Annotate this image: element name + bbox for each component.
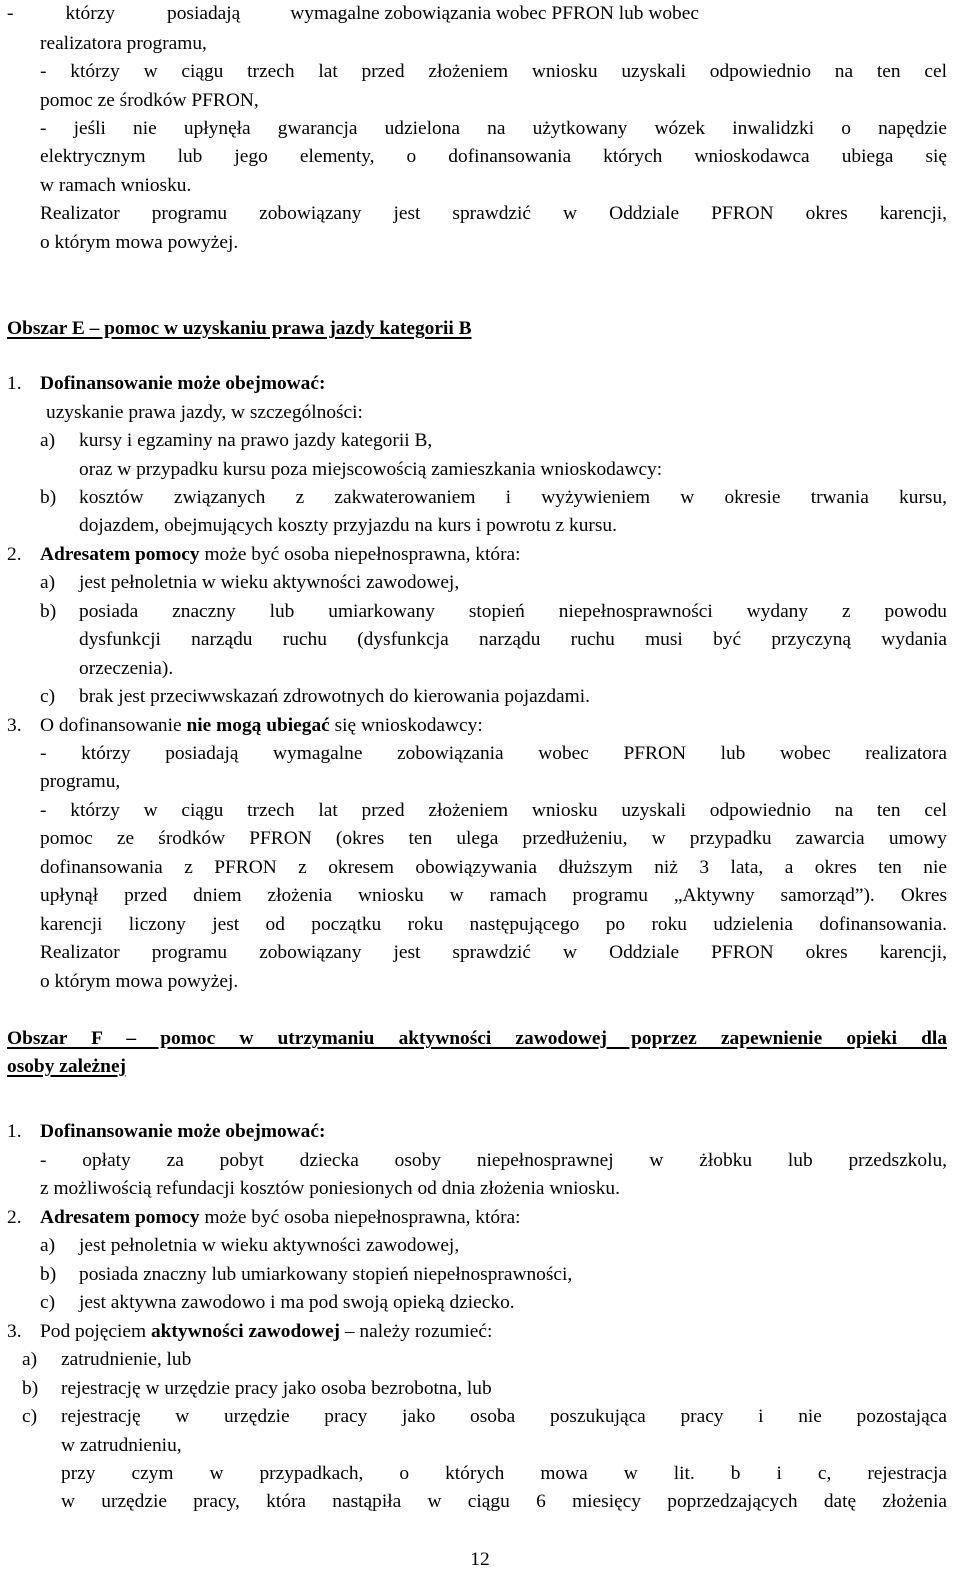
text-line: o którym mowa powyżej.	[40, 232, 239, 253]
text-line: uzyskanie prawa jazdy, w szczególności:	[46, 402, 363, 423]
text-line	[7, 0, 947, 28]
text-line: kosztów związanych z zakwaterowaniem i wyżywieniem w okresie trwania kursu,	[79, 487, 947, 508]
text-fragment: – należy rozumieć:	[340, 1321, 493, 1342]
text-line: rejestrację w urzędzie pracy jako osoba bezrobotna, lub	[61, 1378, 492, 1399]
list-label: a)	[22, 1349, 38, 1370]
list-item-number: 3.	[7, 1321, 22, 1342]
text-line: w ramach wniosku.	[40, 175, 192, 196]
text-line: jest pełnoletnia w wieku aktywności zawodowej,	[79, 1235, 460, 1256]
list-item-number: 2.	[7, 1207, 22, 1228]
text-line: posiada znaczny lub umiarkowany stopień niepełnosprawności,	[79, 1264, 573, 1285]
text-line: - którzy posiadają wymagalne zobowiązania wobec PFRON lub wobec realizatora	[40, 743, 947, 764]
text-line: o którym mowa powyżej.	[40, 971, 239, 992]
list-item-number: 2.	[7, 544, 22, 565]
text-fragment: którzy	[65, 3, 116, 24]
list-label: b)	[40, 1264, 57, 1285]
text-line: dysfunkcji narządu ruchu (dysfunkcja narządu ruchu musi być przyczyną wydania	[79, 629, 947, 650]
text-fragment: wymagalne zobowiązania wobec PFRON lub wobec	[290, 3, 699, 24]
text-line: posiada znaczny lub umiarkowany stopień niepełnosprawności wydany z powodu	[79, 601, 947, 622]
list-item-number: 1.	[7, 1121, 22, 1142]
text-line: Realizator programu zobowiązany jest sprawdzić w Oddziale PFRON okres karencji,	[40, 203, 947, 224]
text-line: zatrudnienie, lub	[61, 1349, 192, 1370]
text-line: programu,	[40, 771, 121, 792]
list-label: b)	[40, 487, 57, 508]
text-line: - którzy w ciągu trzech lat przed złożeniem wniosku uzyskali odpowiednio na ten cel	[40, 61, 947, 82]
bold-text: nie mogą ubiegać	[186, 715, 330, 736]
bold-text: aktywności zawodowej	[150, 1321, 341, 1342]
list-label: b)	[22, 1378, 39, 1399]
list-label: c)	[22, 1406, 38, 1427]
list-label: c)	[40, 1292, 56, 1313]
text-fragment: posiadają	[167, 3, 241, 24]
text-line: pomoc ze środków PFRON,	[40, 90, 259, 111]
text-line: jest pełnoletnia w wieku aktywności zawodowej,	[79, 572, 460, 593]
text-line	[40, 541, 960, 569]
text-line: elektrycznym lub jego elementy, o dofinansowania których wnioskodawca ubiega się	[40, 146, 947, 167]
text-line: brak jest przeciwwskazań zdrowotnych do kierowania pojazdami.	[79, 686, 590, 707]
text-line: karencji liczony jest od początku roku następującego po roku udzielenia dofinansowania.	[40, 914, 947, 935]
page-number: 12	[470, 1549, 490, 1570]
text-line: Realizator programu zobowiązany jest sprawdzić w Oddziale PFRON okres karencji,	[40, 942, 947, 963]
text-line	[40, 1318, 960, 1346]
text-line: dofinansowania z PFRON z okresem obowiązywania dłuższym niż 3 lata, a okres ten nie	[40, 857, 947, 878]
list-label: a)	[40, 572, 56, 593]
text-line: - opłaty za pobyt dziecka osoby niepełnosprawnej w żłobku lub przedszkolu,	[40, 1150, 947, 1171]
text-line	[40, 712, 960, 740]
text-line: rejestrację w urzędzie pracy jako osoba poszukująca pracy i nie pozostająca	[61, 1406, 947, 1427]
text-line: pomoc ze środków PFRON (okres ten ulega przedłużeniu, w przypadku zawarcia umowy	[40, 828, 947, 849]
section-heading-e: Obszar E – pomoc w uzyskaniu prawa jazdy kategorii B	[7, 318, 472, 339]
list-item-number: 3.	[7, 715, 22, 736]
text-fragment: O dofinansowanie	[40, 715, 187, 736]
bold-text: Adresatem pomocy	[40, 1207, 200, 1228]
text-line: jest aktywna zawodowo i ma pod swoją opieką dziecko.	[79, 1292, 515, 1313]
dash: -	[7, 3, 14, 24]
section-heading-f: Obszar F – pomoc w utrzymaniu aktywności zawodowej poprzez zapewnienie opieki dla	[7, 1028, 947, 1049]
text-fragment: Pod pojęciem	[40, 1321, 151, 1342]
text-fragment: może być osoba niepełnosprawna, która:	[199, 544, 521, 565]
list-label: a)	[40, 1235, 56, 1256]
text-line: upłynął przed dniem złożenia wniosku w ramach programu „Aktywny samorząd”). Okres	[40, 885, 947, 906]
text-line	[40, 1204, 960, 1232]
text-line: w urzędzie pracy, która nastąpiła w ciągu 6 miesięcy poprzedzających datę złożenia	[61, 1491, 947, 1512]
list-label: c)	[40, 686, 56, 707]
text-line: kursy i egzaminy na prawo jazdy kategorii B,	[79, 430, 433, 451]
text-line: z możliwością refundacji kosztów poniesionych od dnia złożenia wniosku.	[40, 1178, 620, 1199]
text-line: dojazdem, obejmujących koszty przyjazdu na kurs i powrotu z kursu.	[79, 515, 617, 536]
text-line: realizatora programu,	[40, 33, 207, 54]
text-line: - jeśli nie upłynęła gwarancja udzielona na użytkowany wózek inwalidzki o napędzie	[40, 118, 947, 139]
text-line: oraz w przypadku kursu poza miejscowością zamieszkania wnioskodawcy:	[79, 459, 663, 480]
paragraph-title: Dofinansowanie może obejmować:	[40, 373, 326, 394]
text-fragment: może być osoba niepełnosprawna, która:	[199, 1207, 521, 1228]
text-fragment: się wnioskodawcy:	[329, 715, 483, 736]
list-item-number: 1.	[7, 373, 22, 394]
text-line: - którzy w ciągu trzech lat przed złożeniem wniosku uzyskali odpowiednio na ten cel	[40, 800, 947, 821]
text-line: w zatrudnieniu,	[61, 1435, 182, 1456]
bold-text: Adresatem pomocy	[40, 544, 200, 565]
list-label: a)	[40, 430, 56, 451]
text-line: orzeczenia).	[79, 658, 174, 679]
paragraph-title: Dofinansowanie może obejmować:	[40, 1121, 326, 1142]
list-label: b)	[40, 601, 57, 622]
text-line: przy czym w przypadkach, o których mowa w lit. b i c, rejestracja	[61, 1463, 947, 1484]
section-heading-f-cont: osoby zależnej	[7, 1056, 127, 1077]
